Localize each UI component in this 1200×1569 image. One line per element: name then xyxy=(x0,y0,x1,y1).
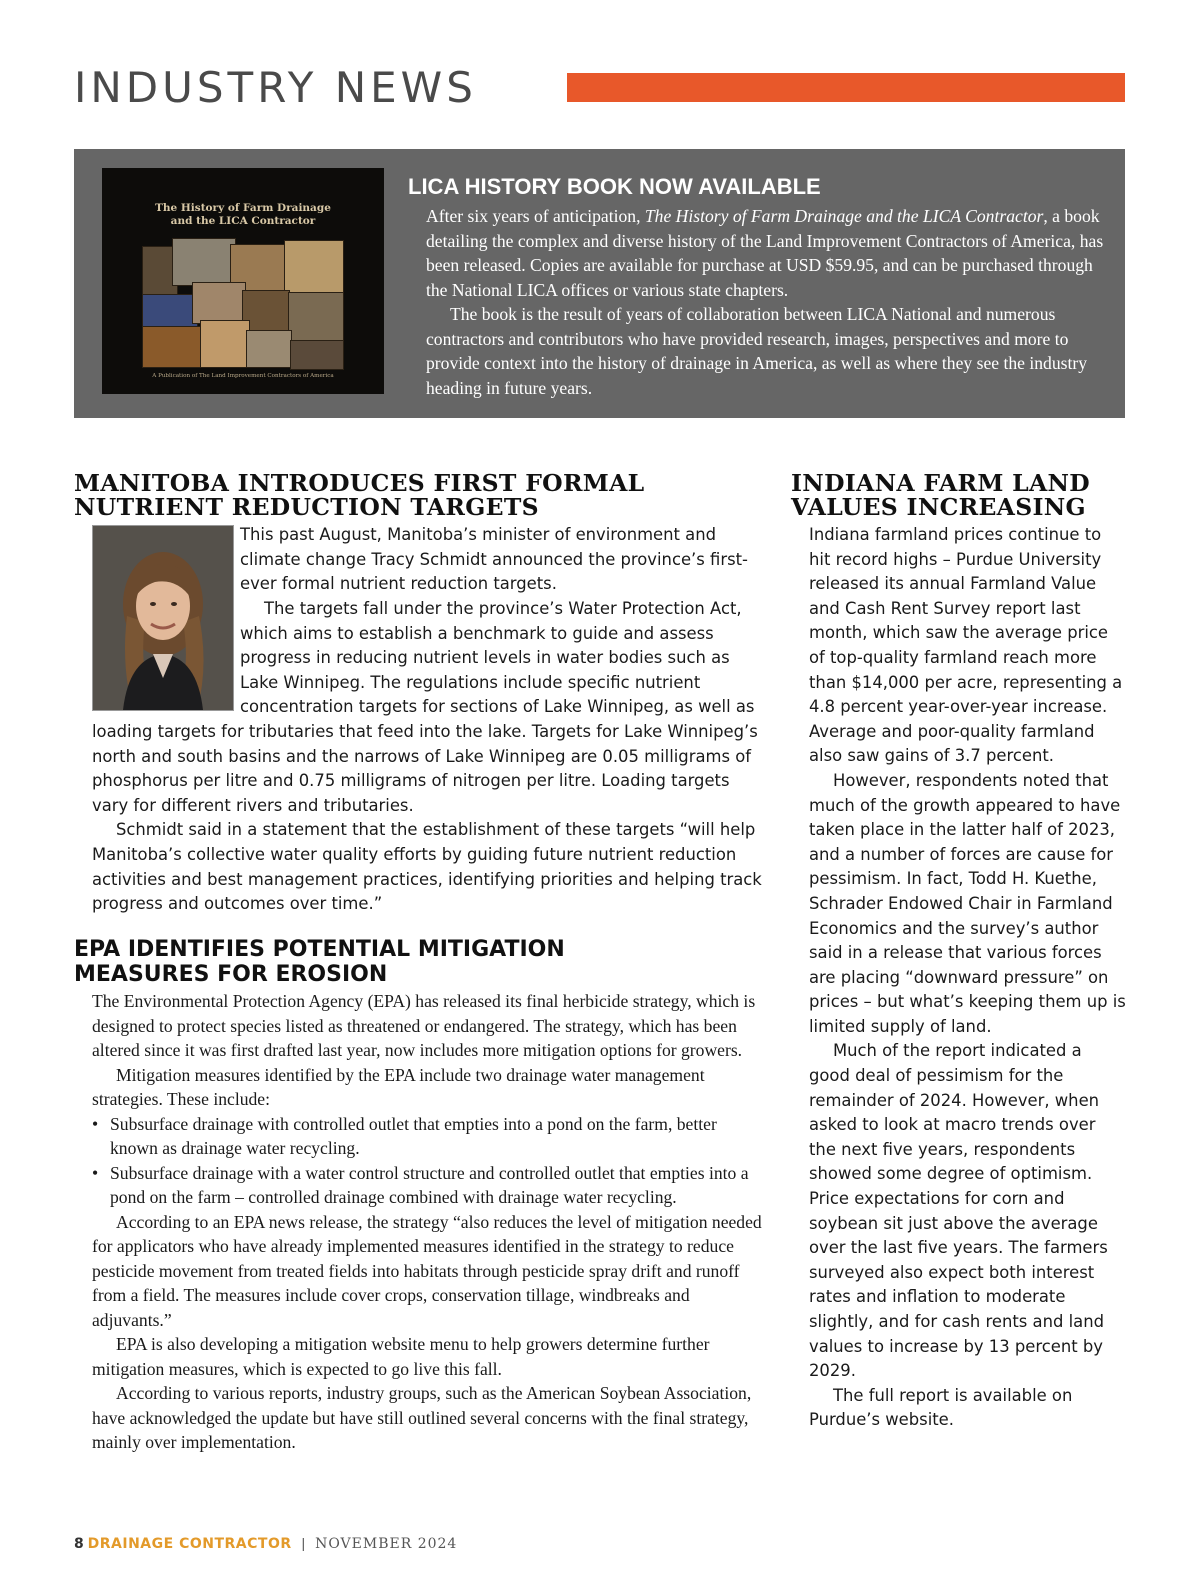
epa-paragraph: According to various reports, industry groups, such as the American Soybean Association, have acknowledged the update but have still outlined several concerns with the final strategy, mainly over implementation. xyxy=(92,1383,752,1452)
epa-paragraph: The Environmental Protection Agency (EPA) has released its final herbicide strategy, which is designed to protect species listed as threatened or endangered. The strategy, which has been altered since it was first drafted last year, now includes more mitigation options for growers. xyxy=(92,991,756,1060)
book-cover-collage xyxy=(142,238,342,368)
feature-headline: LICA HISTORY BOOK NOW AVAILABLE xyxy=(408,174,821,199)
page-footer xyxy=(74,1534,457,1553)
manitoba-paragraph: The targets fall under the province’s Water Protection Act, which aims to establish a benchmark to guide and assess progress in reducing nutrient levels in water bodies such as Lake Winnipeg. The regulations include specific nutrient concentration targets for sections of Lake Winnipeg, as well as loading targets for tributaries that feed into the lake. Targets for Lake Winnipeg’s north and south basins and the narrows of Lake Winnipeg are 0.05 milligrams of phosphorus per litre and 0.75 milligrams of nitrogen per litre. Loading targets vary for different rivers and tributaries. xyxy=(92,599,758,815)
book-cover-image xyxy=(102,168,384,394)
manitoba-body-wrap xyxy=(240,523,762,597)
indiana-paragraph: The full report is available on Purdue’s website. xyxy=(809,1385,1073,1430)
book-title-italic: The History of Farm Drainage and the LICA Contractor xyxy=(644,206,1044,226)
feature-paragraph: The book is the result of years of collaboration between LICA National and numerous contractors and contributors who have provided research, images, perspectives and more to provide context into the history of drainage in America, as well as where they see the industry heading in future years. xyxy=(426,304,1088,398)
book-cover-title: The History of Farm Drainage and the LICA Contractor xyxy=(155,202,331,227)
epa-bullet-list xyxy=(92,1112,764,1210)
issue-date: NOVEMBER 2024 xyxy=(315,1536,458,1552)
feature-body xyxy=(426,204,1106,400)
epa-body xyxy=(92,989,764,1455)
manitoba-body xyxy=(92,597,764,917)
epa-bullet-item: • Subsurface drainage with controlled outlet that empties into a pond on the farm, better known as drainage water recycling. xyxy=(110,1112,764,1161)
indiana-headline: INDIANA FARM LAND VALUES INCREASING xyxy=(791,469,1090,521)
manitoba-headline: MANITOBA INTRODUCES FIRST FORMAL NUTRIENT REDUCTION TARGETS xyxy=(74,469,645,521)
indiana-paragraph: Indiana farmland prices continue to hit record highs – Purdue University released its annual Farmland Value and Cash Rent Survey report last month, which saw the average price of top-quality farmland reach more than $14,000 per acre, representing a 4.8 percent year-over-year increase. Average and poor-quality farmland also saw gains of 3.7 percent. xyxy=(809,525,1123,766)
manitoba-paragraph: Schmidt said in a statement that the establishment of these targets “will help Manitoba’s collective water quality efforts by guiding future nutrient reduction activities and best management practices, identifying priorities and helping track progress and outcomes over time.” xyxy=(92,820,762,914)
magazine-name: DRAINAGE CONTRACTOR xyxy=(87,1536,292,1552)
manitoba-paragraph: This past August, Manitoba’s minister of environment and climate change Tracy Schmidt announced the province’s first-ever formal nutrient reduction targets. xyxy=(240,525,748,594)
indiana-paragraph: However, respondents noted that much of the growth appeared to have taken place in the latter half of 2023, and a number of forces are cause for pessimism. In fact, Todd H. Kuethe, Schrader Endowed Chair in Farmland Economics and the survey’s author said in a release that various forces are placing “downward pressure” on prices – but what’s keeping them up is limited supply of land. xyxy=(809,770,1126,1036)
indiana-paragraph: Much of the report indicated a good deal of pessimism for the remainder of 2024. However, when asked to look at macro trends over the next five years, respondents showed some degree of optimism. Price expectations for corn and soybean sit just above the average over the last five years. The farmers surveyed also expect both interest rates and inflation to moderate slightly, and for cash rents and land values to increase by 13 percent by 2029. xyxy=(809,1041,1108,1381)
epa-paragraph: EPA is also developing a mitigation website menu to help growers determine further mitigation measures, which is expected to go live this fall. xyxy=(92,1334,710,1379)
footer-separator: | xyxy=(301,1535,306,1551)
photo-wrap-spacer xyxy=(92,597,240,717)
book-cover-footer: A Publication of The Land Improvement Contractors of America xyxy=(152,373,334,379)
section-title: INDUSTRY NEWS xyxy=(74,63,477,112)
indiana-body xyxy=(809,523,1127,1433)
feature-box xyxy=(74,149,1125,418)
epa-paragraph: Mitigation measures identified by the EPA include two drainage water management strategies. These include: xyxy=(92,1064,705,1109)
epa-paragraph: According to an EPA news release, the strategy “also reduces the level of mitigation needed for applicators who have already implemented measures identified in the strategy to reduce pesticide movement from treated fields into habitats through pesticide spray drift and runoff from a field. The measures include cover crops, conservation tillage, windbreaks and adjuvants.” xyxy=(92,1211,762,1330)
epa-bullet-item: • Subsurface drainage with a water control structure and controlled outlet that empties into a pond on the farm – controlled drainage combined with drainage water recycling. xyxy=(110,1161,764,1210)
epa-headline: EPA IDENTIFIES POTENTIAL MITIGATION MEASURES FOR EROSION xyxy=(74,937,565,987)
section-accent-bar xyxy=(567,73,1125,102)
feature-paragraph: After six years of anticipation, The History of Farm Drainage and the LICA Contractor, a book detailing the complex and diverse history of the Land Improvement Contractors of America, has been released. Copies are available for purchase at USD $59.95, and can be purchased through the National LICA offices or various state chapters. xyxy=(426,206,1104,300)
page-number: 8 xyxy=(74,1536,84,1552)
